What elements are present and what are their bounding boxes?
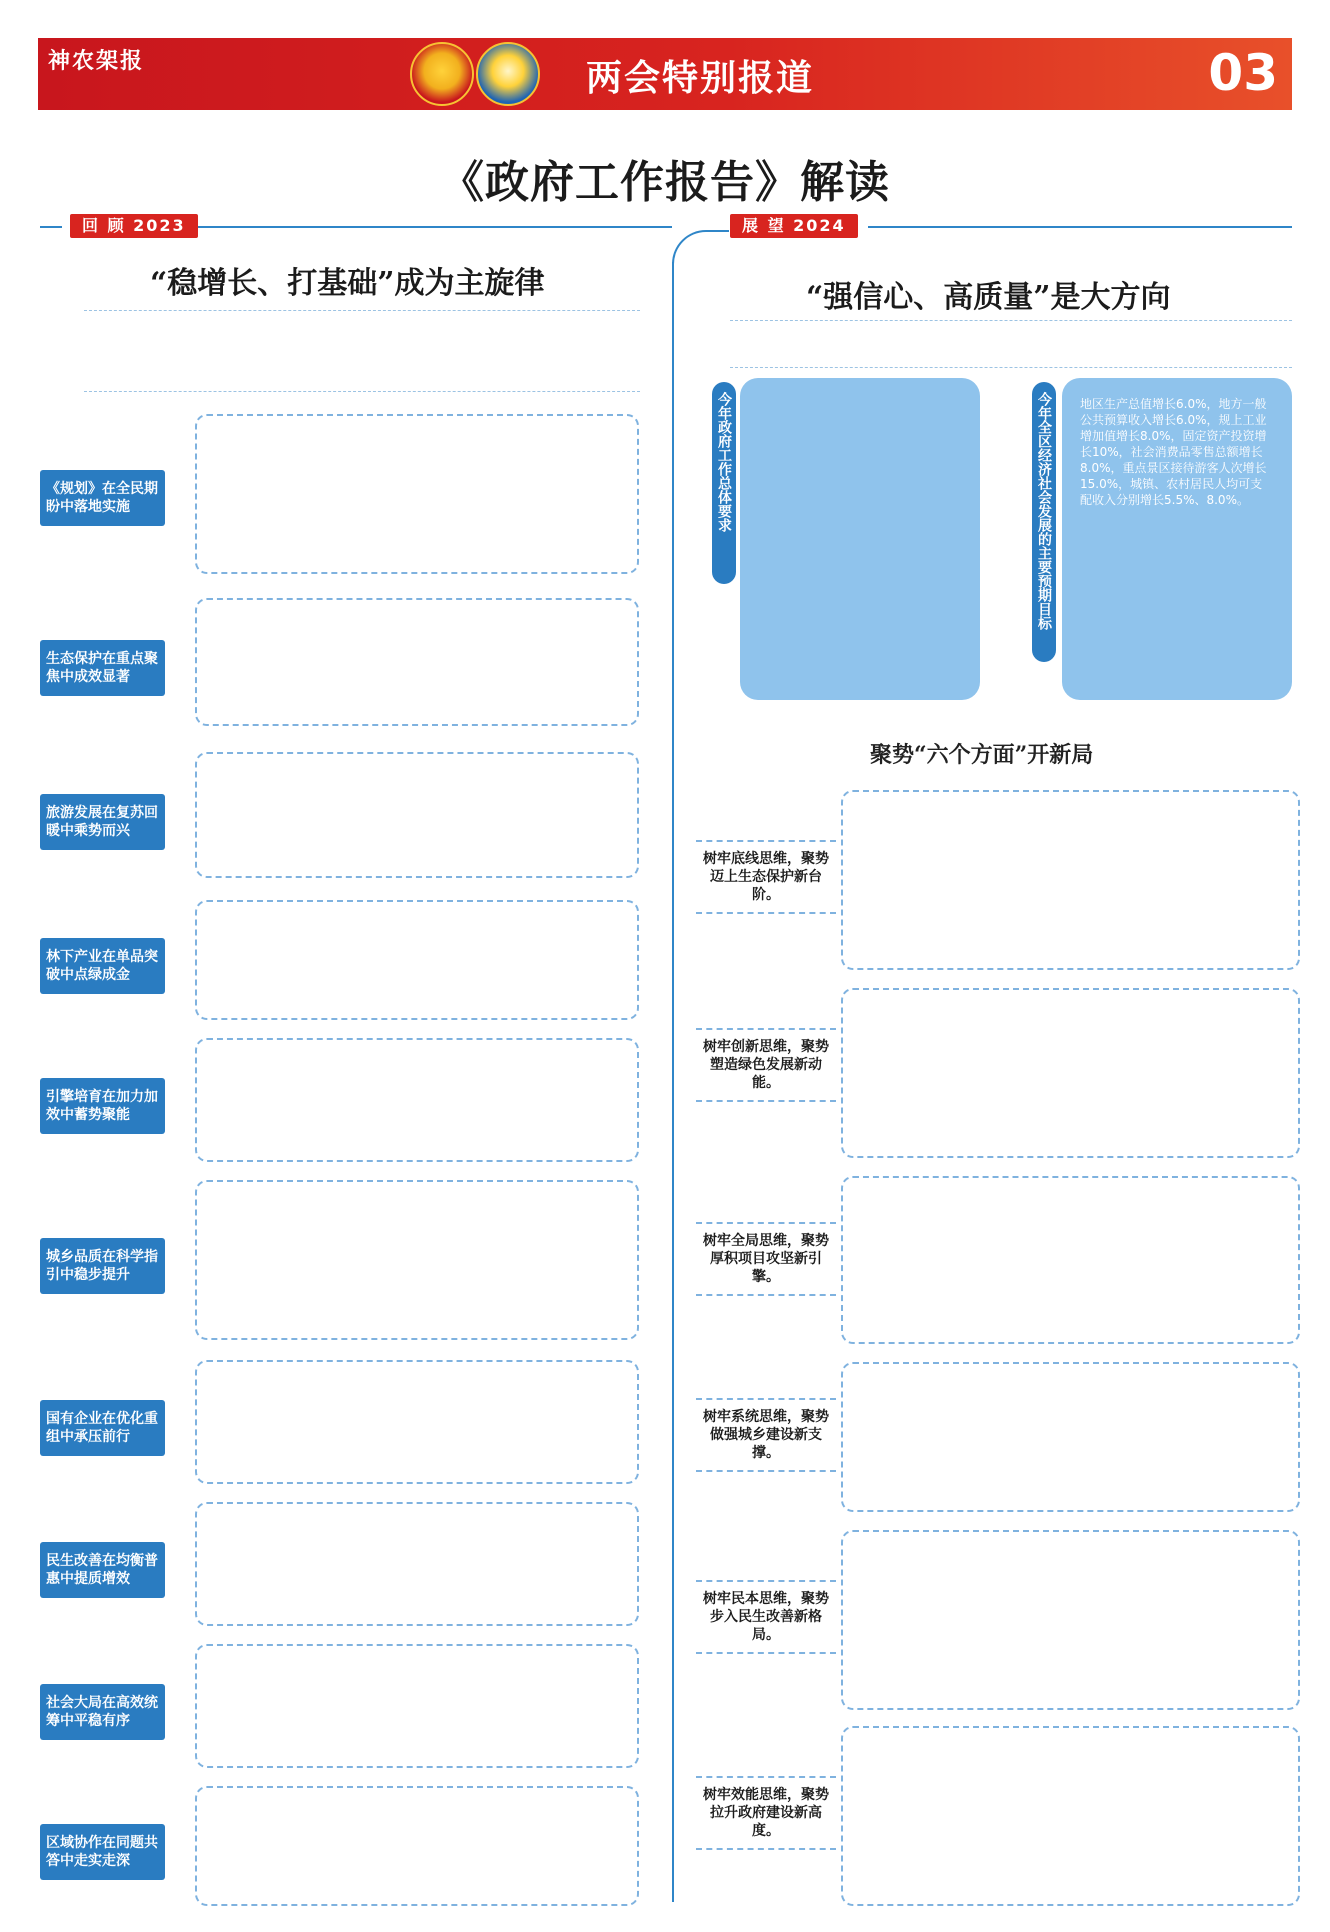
review-row-label: 林下产业在单品突破中点绿成金 [40, 938, 165, 994]
outlook-row-text [841, 790, 1300, 970]
tag-line [868, 226, 1292, 228]
general-requirements-label: 今年政府工作总体要求 [712, 382, 736, 584]
expected-targets-text: 地区生产总值增长6.0%，地方一般公共预算收入增长6.0%，规上工业增加值增长8.0%，固定资产投资增长10%，社会消费品零售总额增长8.0%，重点景区接待游客人次增长15.0%，城镇、农村居民人均可支配收入分别增长5.5%、8.0%。 [1080, 397, 1267, 507]
outlook-row [696, 988, 1296, 1158]
review-row-label: 民生改善在均衡普惠中提质增效 [40, 1542, 165, 1598]
review-row-label: 国有企业在优化重组中承压前行 [40, 1400, 165, 1456]
review-row-text [195, 1038, 639, 1162]
page-title: 《政府工作报告》解读 [440, 157, 890, 208]
outlook-row [696, 1726, 1296, 1906]
national-emblem-icon [410, 42, 474, 106]
review-row-text [195, 1644, 639, 1768]
outlook-row-label: 树牢民本思维，聚势步入民生改善新格局。 [696, 1580, 836, 1654]
review-row [40, 414, 640, 574]
review-row-text [195, 1360, 639, 1484]
outlook-row-text [841, 988, 1300, 1158]
review-row-text [195, 900, 639, 1020]
outlook-row-label: 树牢系统思维，聚势做强城乡建设新支撑。 [696, 1398, 836, 1472]
page-number: 03 [1208, 44, 1278, 102]
cppcc-emblem-icon [476, 42, 540, 106]
tag-line [198, 226, 672, 228]
outlook-row-text [841, 1530, 1300, 1710]
outlook-row-text [841, 1362, 1300, 1512]
review-row-text [195, 598, 639, 726]
outlook-row-label: 树牢创新思维，聚势塑造绿色发展新动能。 [696, 1028, 836, 1102]
outlook-row-text [841, 1176, 1300, 1344]
review-row-label: 社会大局在高效统筹中平稳有序 [40, 1684, 165, 1740]
review-row [40, 1038, 640, 1164]
review-row-label: 生态保护在重点聚焦中成效显著 [40, 640, 165, 696]
special-report-title: 两会特别报道 [586, 57, 815, 99]
review-row [40, 1644, 640, 1770]
review-row-text [195, 1786, 639, 1906]
review-row-label: 《规划》在全民期盼中落地实施 [40, 470, 165, 526]
review-row [40, 598, 640, 728]
review-intro [84, 310, 640, 392]
review-row-label: 区域协作在同题共答中走实走深 [40, 1824, 165, 1880]
review-row [40, 1502, 640, 1628]
tag-line [40, 226, 62, 228]
review-row-label: 城乡品质在科学指引中稳步提升 [40, 1238, 165, 1294]
column-divider-curve [672, 230, 729, 266]
outlook-row [696, 790, 1296, 970]
outlook-intro [730, 320, 1292, 368]
review-row-label: 引擎培育在加力加效中蓄势聚能 [40, 1078, 165, 1134]
outlook-row-label: 树牢全局思维，聚势厚积项目攻坚新引擎。 [696, 1222, 836, 1296]
review-row [40, 1786, 640, 1906]
review-row [40, 1360, 640, 1486]
review-row [40, 900, 640, 1020]
review-row-text [195, 752, 639, 878]
outlook-row-label: 树牢效能思维，聚势拉升政府建设新高度。 [696, 1776, 836, 1850]
review-heading: “稳增长、打基础”成为主旋律 [150, 266, 545, 301]
expected-targets-box [1062, 378, 1292, 700]
review-row-label: 旅游发展在复苏回暖中乘势而兴 [40, 794, 165, 850]
outlook-row [696, 1362, 1296, 1512]
general-requirements-box [740, 378, 980, 700]
paper-name: 神农架报 [48, 48, 145, 74]
outlook-row-label: 树牢底线思维，聚势迈上生态保护新台阶。 [696, 840, 836, 914]
outlook-row [696, 1176, 1296, 1344]
review-row [40, 752, 640, 882]
expected-targets-label: 今年全区经济社会发展的主要预期目标 [1032, 382, 1056, 662]
six-aspects-heading: 聚势“六个方面”开新局 [870, 742, 1094, 768]
review-row [40, 1180, 640, 1342]
outlook-tag: 展 望 2024 [730, 214, 858, 238]
review-row-text [195, 1502, 639, 1626]
outlook-row [696, 1530, 1296, 1710]
review-row-text [195, 414, 639, 574]
masthead-banner [38, 38, 1292, 110]
review-row-text [195, 1180, 639, 1340]
outlook-heading: “强信心、高质量”是大方向 [806, 280, 1171, 315]
outlook-row-text [841, 1726, 1300, 1906]
review-tag: 回 顾 2023 [70, 214, 198, 238]
column-divider [672, 262, 674, 1902]
